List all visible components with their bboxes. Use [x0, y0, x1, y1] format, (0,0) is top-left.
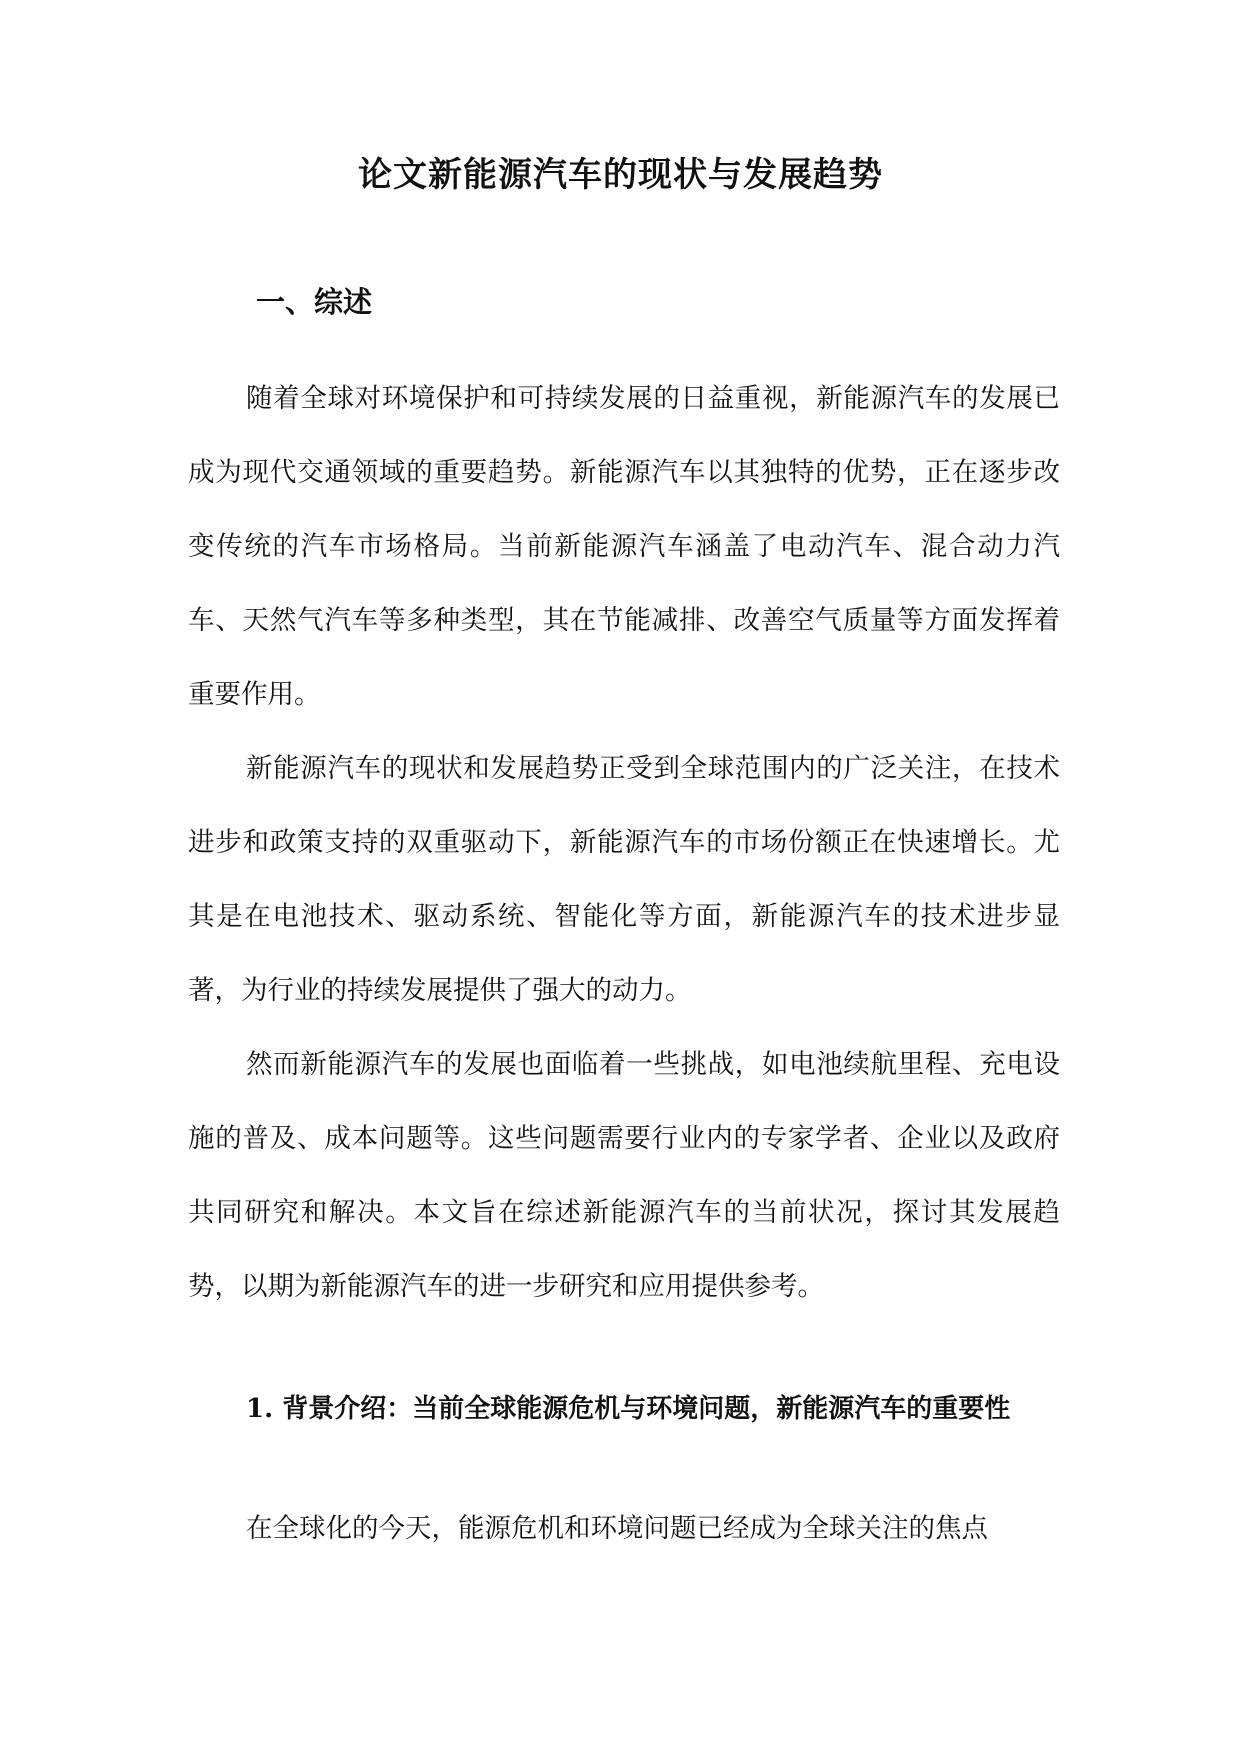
paragraph-1: 随着全球对环境保护和可持续发展的日益重视，新能源汽车的发展已成为现代交通领域的重要趋势。新能源汽车以其独特的优势，正在逐步改变传统的汽车市场格局。当前新能源汽车涵盖了电动汽车、混合动力汽车、天然气汽车等多种类型，其在节能减排、改善空气质量等方面发挥着重要作用。 [188, 383, 1060, 710]
paragraph-4: 在全球化的今天，能源危机和环境问题已经成为全球关注的焦点 [246, 1513, 988, 1544]
section-heading-overview: 一、综述 [256, 285, 373, 319]
subheading-background: 1. 背景介绍：当前全球能源危机与环境问题，新能源汽车的重要性 [246, 1394, 1011, 1424]
paragraph-2: 新能源汽车的现状和发展趋势正受到全球范围内的广泛关注，在技术进步和政策支持的双重驱动下，新能源汽车的市场份额正在快速增长。尤其是在电池技术、驱动系统、智能化等方面，新能源汽车的技术进步显著，为行业的持续发展提供了强大的动力。 [188, 753, 1060, 1006]
paragraph-3: 然而新能源汽车的发展也面临着一些挑战，如电池续航里程、充电设施的普及、成本问题等。这些问题需要行业内的专家学者、企业以及政府共同研究和解决。本文旨在综述新能源汽车的当前状况，探讨其发展趋势，以期为新能源汽车的进一步研究和应用提供参考。 [188, 1049, 1060, 1302]
document-title: 论文新能源汽车的现状与发展趋势 [358, 155, 883, 195]
